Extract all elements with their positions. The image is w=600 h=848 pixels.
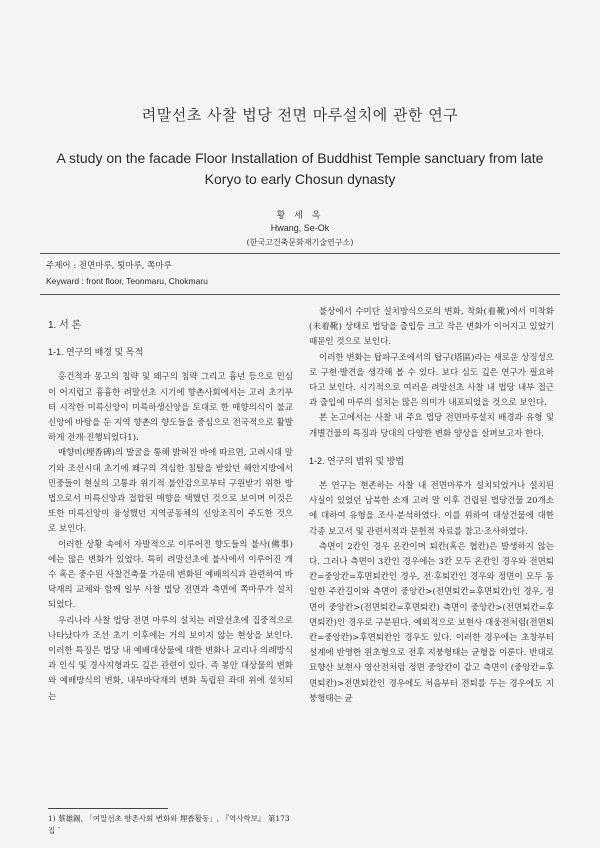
- paragraph: 본 연구는 현존하는 사찰 내 전면마루가 설치되었거나 설치된 사실이 있었던 남북한 소재 고려 말 이후 건립된 법당건물 20개소에 대하여 유형을 조사·분석하였다. 이를 위하여 대상건물에 대한 각종 보고서 및 관련서적과 문헌적 자료를 참고·조사하였다.: [309, 481, 554, 537]
- title-korean: 려말선초 사찰 법당 전면 마루설치에 관한 연구: [141, 106, 459, 124]
- footnote: 1) 蔡雄錫, 「여말선초 향촌사회 변화와 埋香활동」, 『역사학보』 第173집 `: [48, 814, 290, 835]
- affiliation: (한국고건축문화재기술연구소): [246, 238, 354, 247]
- subsection-heading-background: 1-1. 연구의 배경 및 목적: [48, 347, 144, 358]
- title-english: A study on the facade Floor Installation of Buddhist Temple sanctuary from late Koryo to early Chosun dynasty: [56, 150, 544, 187]
- paragraph: 불상에서 수미단 설치방식으로의 변화, 착화(着靴)에서 미착화(未着靴) 상태로 법당을 출입등 크고 작은 변화가 이어지고 있었기 때문인 것으로 보인다.: [309, 307, 554, 348]
- paragraph: 이러한 변화는 탑파구조에서의 탑구(塔區)라는 새로운 상징성으로 구현·발견을 생각해 볼 수 있다. 보다 심도 깊은 연구가 필요하다고 보인다. 시기적으로 여러운 려말선초 사찰 내 법당 내부 접근과 출입에 마루의 설치는 많은 의미가 내포되었을 것으로 보인다.: [309, 352, 554, 409]
- author-korean: 황 세 옥: [276, 211, 324, 221]
- paragraph: 측면이 2칸인 경우 온칸이며 퇴칸(혹은 협칸)은 발생하지 않는다. 그러나 측면이 3칸인 경우에는 3칸 모두 온칸인 경우와 전면퇴칸=중앙칸=후면퇴칸인 경우, 전·후퇴칸인 경우와 정면이 모두 동일한 주칸길이와 측면이 중앙칸>(전면퇴칸=후면퇴칸)인 경우, 정면이 중앙칸>(전면퇴칸=후면퇴칸) 측면이 중앙칸>(전면퇴칸=후면퇴칸)인 경우로 구분된다. 예외적으로 보현사 대웅전처럼(전면퇴칸=중앙칸)>후면퇴칸인 경우도 있다. 이러한 경우에는 초창부터 설계에 반영한 원초형으로 전후 지붕형태는 균형을 이룬다. 반대로 묘향산 보현사 영산전처럼 정면 중앙칸이 같고 측면이 (중앙칸=후면퇴칸)>전면퇴칸인 경우에도 처음부터 전퇴를 두는 경우에도 지붕형태는 균: [309, 541, 554, 704]
- right-column: [309, 305, 554, 707]
- paragraph: 우리나라 사찰 법당 전면 마루의 설치는 려말선초에 집중적으로 나타났다가 조선 초기 이후에는 거의 보이지 않는 현상을 보인다. 이러한 특징은 법당 내 예배대상물에 대한 변화나 교리나 의례방식과 인식 및 경사지형과도 깊은 관련이 있다. 즉 봉안 대상물의 변화와 예배방식의 변화, 내부바닥재의 변화 독립된 좌대 위에 설치되는: [48, 615, 293, 702]
- paragraph: 홍건적과 몽고의 침략 및 왜구의 침략 그리고 흉년 등으로 민심이 어지럽고 흉흉한 려말선초 시기에 향촌사회에서는 고려 초기부터 시작한 미륵신앙이 미륵하생신앙을 토대로 한 매향의식이 불교신앙에 바탕을 둔 지역 향촌의 향도들을 중심으로 전국적으로 활발하게 전개·진행되었다1).: [48, 372, 293, 444]
- keywords-english: Keyward : front floor, Teonmaru, Chokmaru: [46, 276, 208, 286]
- footnote-divider: [48, 808, 168, 809]
- keywords-box: [40, 253, 560, 295]
- section-heading-introduction: 1. 서 론: [48, 320, 82, 331]
- left-column: [48, 318, 293, 705]
- paragraph: 매향비(埋香碑)의 발굴을 통해 밝혀진 바에 따르면, 고려시대 말기와 조선시대 초기에 왜구의 격심한 침탈을 받았던 해안지방에서 민중들이 현실의 고통과 위기적 불안감으로부터 구원받기 위한 방법으로서 미륵신앙과 접합된 매향을 택했던 것으로 보이며 이것은 또한 미륵신앙이 융성했던 지역공동체의 신앙조직이 주도한 것으로 보인다.: [48, 448, 293, 535]
- subsection-heading-scope: 1-2. 연구의 범위 및 방법: [309, 455, 405, 466]
- keywords-korean: 주제어 : 전면마루, 툇마루, 쪽마루: [46, 261, 172, 271]
- paragraph: 이러한 상황 속에서 자발적으로 이루어진 향도들의 불사(佛事)에는 많은 변화가 있었다. 특히 려말선초에 불사에서 이루어진 개수 혹은 중수된 사찰건축물 가운데 변화된 예배의식과 관련하여 바닥재의 교체와 함께 일부 사찰 법당 전면과 측면에 쪽마루가 설치되었다.: [48, 539, 293, 611]
- author-english: Hwang, Se-Ok: [270, 223, 330, 233]
- paragraph: 본 논고에서는 사찰 내 주요 법당 전면마루설치 배경과 유형 및 개별건물의 특징과 당대의 다양한 변화 양상을 살펴보고자 한다.: [309, 413, 554, 439]
